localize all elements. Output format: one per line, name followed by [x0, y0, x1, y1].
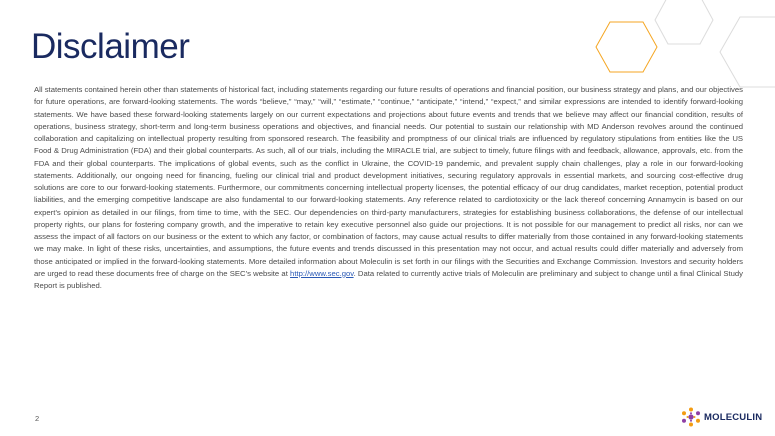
molecule-logo-icon [680, 406, 702, 428]
disclaimer-body-after-link: . Data related to currently active trials of Moleculin are preliminary and subject to change until a final Clinical Study Report is published. [34, 268, 743, 290]
sec-website-link[interactable]: http://www.sec.gov [290, 268, 354, 278]
logo-text: MOLECULIN [704, 411, 763, 423]
page-title: Disclaimer [31, 27, 190, 66]
page-number: 2 [35, 414, 40, 423]
disclaimer-text [34, 84, 743, 292]
disclaimer-body-before-link: All statements contained herein other than statements of historical fact, including statements regarding our future results of operations and financial position, our business strategy and plans, and our objectives for future operations, are forward-looking statements. The words “believe,” “may,” “will,” “estimate,” “continue,” “anticipate,” “intend,” “expect,” and similar expressions are intended to identify forward-looking statements. We have based these forward-looking statements largely on our current expectations and projections about future events and trends that we believe may affect our financial condition, results of operations, business strategy, short-term and long-term business operations and objectives, and financial needs. Our potential to sustain our relationship with MD Anderson revolves around the continued collaboration and capitalizing on intellectual property resulting from sponsored research. The feasibility and promptness of our clinical trials are influenced by regulatory stipulations from entities like the US Food & Drug Administration (FDA) and their global counterparts. As such, all of our trials, including the MIRACLE trial, are subject to timely, future filings with and feedback, allowance, approvals, etc. from the FDA and their global counterparts. The implications of global events, such as the conflict in Ukraine, the COVID-19 pandemic, and prevalent supply chain challenges, play a role in our forward-looking statements. Additionally, our ongoing need for financing, fueling our clinical trial and product development initiatives, securing regulatory approvals in essential markets, and sourcing cost-effective drug solutions are core to our forward-looking statements. Furthermore, our commitments concerning intellectual property licenses, the potential efficacy of our drug candidates, market reception, potential product liabilities, and the emerging competitive landscape are also fundamental to our forward-looking statements. Any reference related to cardiotoxicity or the lack thereof concerning Annamycin is based on our expert’s opinion as detailed in our filings, from time to time, with the SEC. Our dependencies on third-party manufacturers, strategies for establishing business collaborations, the defense of our intellectual property rights, our plans for fostering company growth, and the imperative to retain key executive personnel also guide our projections. It is not possible for our management to predict all risks, nor can we assess the impact of all factors on our business or the extent to which any factor, or combination of factors, may cause actual results to differ materially from those contained in any forward-looking statements we may make. In light of these risks, uncertainties, and assumptions, the future events and trends discussed in this presentation may not occur, and actual results could differ materially and adversely from those anticipated or implied in the forward-looking statements. More detailed information about Moleculin is set forth in our filings with the Securities and Exchange Commission. Investors and security holders are urged to read these documents free of charge on the SEC’s website at [34, 85, 743, 278]
company-logo [680, 406, 762, 428]
